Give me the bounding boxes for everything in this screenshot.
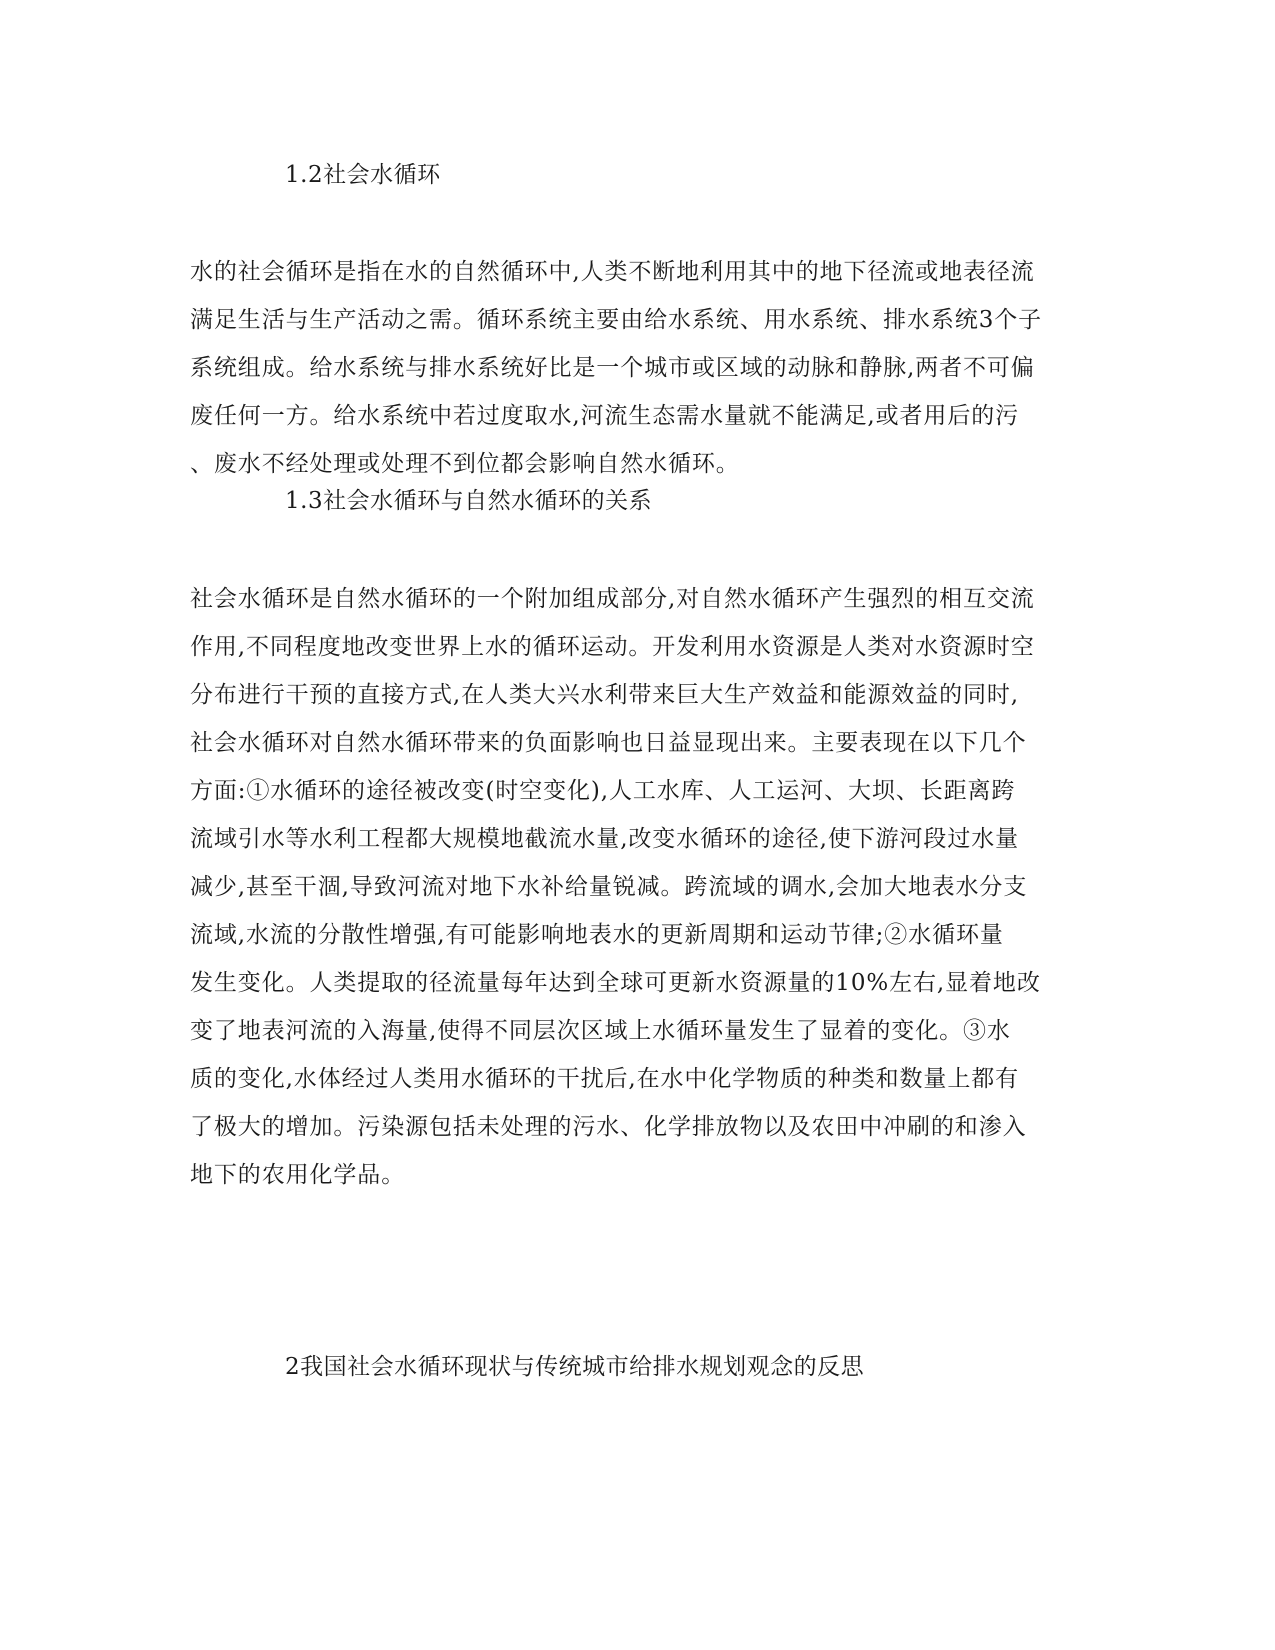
section-heading-1-2: 1.2社会水循环 <box>285 162 441 188</box>
text-line: 、废水不经处理或处理不到位都会影响自然水循环。 <box>190 451 740 477</box>
section-heading-1-3: 1.3社会水循环与自然水循环的关系 <box>285 488 653 514</box>
section-heading-2: 2我国社会水循环现状与传统城市给排水规划观念的反思 <box>285 1354 865 1380</box>
text-line: 减少,甚至干涸,导致河流对地下水补给量锐减。跨流域的调水,会加大地表水分支 <box>190 874 1028 900</box>
text-line: 社会水循环对自然水循环带来的负面影响也日益显现出来。主要表现在以下几个 <box>190 730 1027 756</box>
paragraph-relationship <box>190 575 1095 1199</box>
paragraph-social-water-cycle <box>190 248 1095 488</box>
text-line: 流域引水等水利工程都大规模地截流水量,改变水循环的途径,使下游河段过水量 <box>190 826 1020 852</box>
text-line: 变了地表河流的入海量,使得不同层次区域上水循环量发生了显着的变化。③水 <box>190 1018 1011 1044</box>
text-line: 水的社会循环是指在水的自然循环中,人类不断地利用其中的地下径流或地表径流 <box>190 259 1035 285</box>
text-line: 满足生活与生产活动之需。循环系统主要由给水系统、用水系统、排水系统3个子 <box>190 307 1043 333</box>
text-line: 废任何一方。给水系统中若过度取水,河流生态需水量就不能满足,或者用后的污 <box>190 403 1020 429</box>
text-line: 社会水循环是自然水循环的一个附加组成部分,对自然水循环产生强烈的相互交流 <box>190 586 1035 612</box>
text-line: 了极大的增加。污染源包括未处理的污水、化学排放物以及农田中冲刷的和渗入 <box>190 1114 1027 1140</box>
text-line: 系统组成。给水系统与排水系统好比是一个城市或区域的动脉和静脉,两者不可偏 <box>190 355 1035 381</box>
text-line: 分布进行干预的直接方式,在人类大兴水利带来巨大生产效益和能源效益的同时, <box>190 682 1020 708</box>
text-line: 发生变化。人类提取的径流量每年达到全球可更新水资源量的10%左右,显着地改 <box>190 970 1041 996</box>
text-line: 流域,水流的分散性增强,有可能影响地表水的更新周期和运动节律;②水循环量 <box>190 922 1004 948</box>
text-line: 地下的农用化学品。 <box>190 1162 406 1188</box>
text-line: 作用,不同程度地改变世界上水的循环运动。开发利用水资源是人类对水资源时空 <box>190 634 1035 660</box>
text-line: 方面:①水循环的途径被改变(时空变化),人工水库、人工运河、大坝、长距离跨 <box>190 778 1016 804</box>
text-line: 质的变化,水体经过人类用水循环的干扰后,在水中化学物质的种类和数量上都有 <box>190 1066 1020 1092</box>
